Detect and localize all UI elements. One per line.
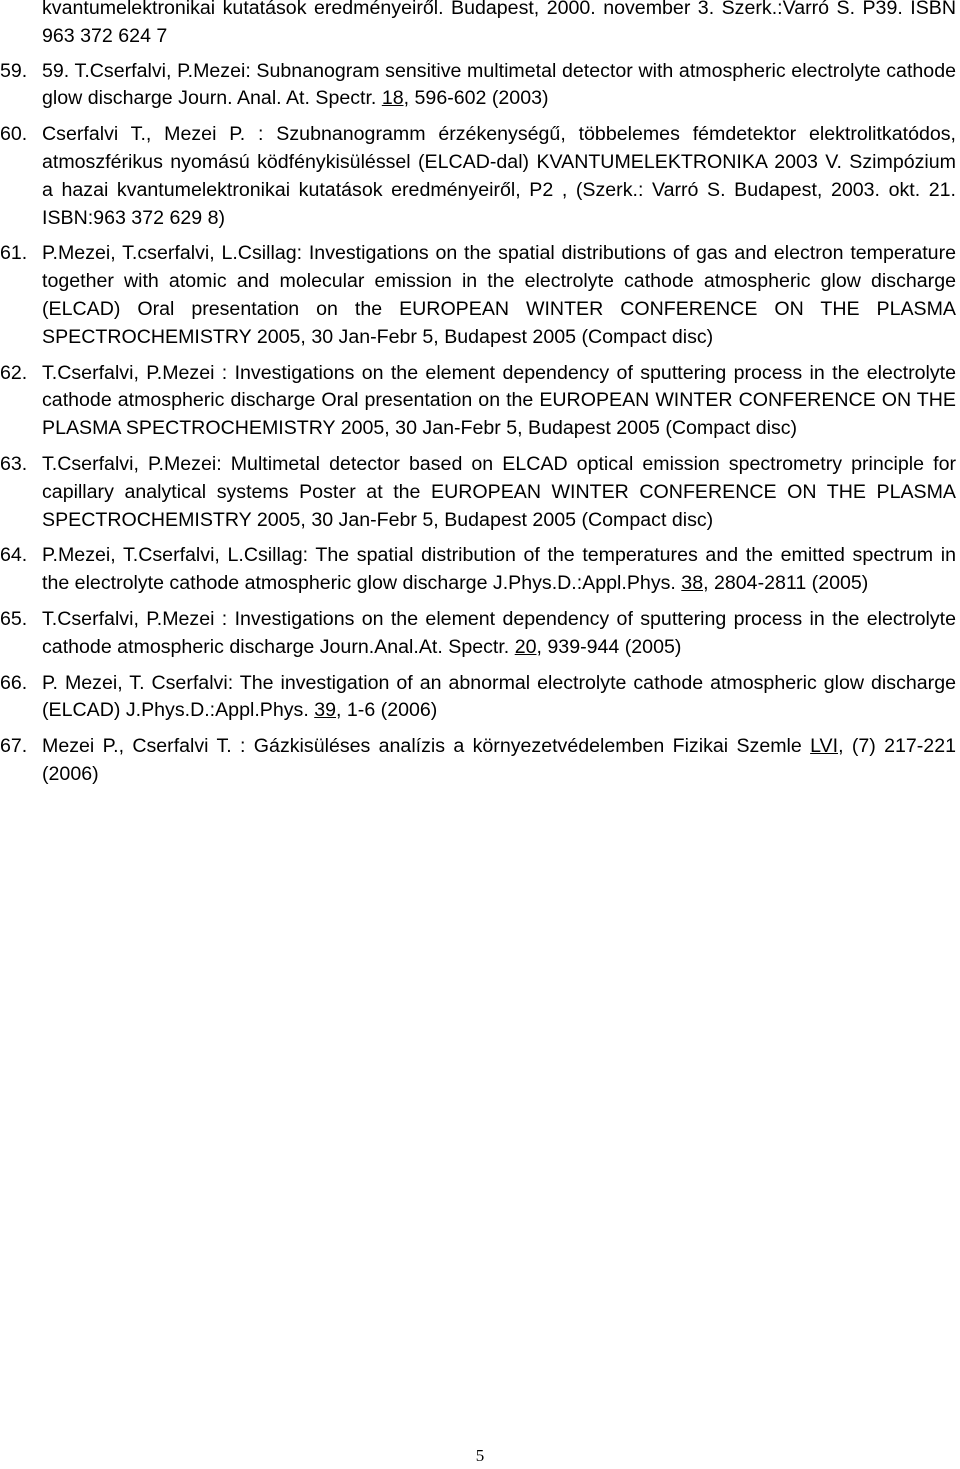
reference-continuation-text: kvantumelektronikai kutatások eredményeiről. Budapest, 2000. november 3. Szerk.:Varró S. P39. ISBN 963 372 624 7	[42, 0, 956, 47]
reference-volume: 38,	[681, 572, 709, 595]
reference-item-66	[0, 670, 956, 726]
reference-number: 64.	[0, 544, 28, 567]
reference-volume: LVI,	[810, 735, 844, 758]
reference-item-60	[0, 121, 956, 232]
reference-number: 60.	[0, 123, 28, 146]
reference-pages: (7) 217-221 (2006)	[42, 735, 956, 785]
reference-text: 59. T.Cserfalvi, P.Mezei: Subnanogram sensitive multimetal detector with atmospheric electrolyte cathode glow discharge Journ. Anal. At. Spectr.	[42, 59, 956, 110]
reference-pages: 939-944 (2005)	[541, 635, 682, 658]
reference-item-61	[0, 240, 956, 351]
reference-number: 61.	[0, 242, 28, 265]
reference-volume: 39,	[314, 699, 342, 722]
reference-text: Mezei P., Cserfalvi T. : Gázkisüléses analízis a környezetvédelemben Fizikai Szemle	[42, 735, 811, 758]
reference-pages: 1-6 (2006)	[341, 699, 438, 722]
reference-number: 65.	[0, 607, 28, 630]
reference-number: 63.	[0, 452, 28, 475]
reference-text: T.Cserfalvi, P.Mezei : Investigations on the element dependency of sputtering process in the electrolyte cathode atmospheric discharge Oral presentation on the EUROPEAN WINTER CONFERENCE ON THE PLASMA SPECTROCHEMISTRY 2005, 30 Jan-Febr 5, Budapest 2005 (Compact disc)	[42, 361, 956, 440]
reference-item-62	[0, 360, 956, 443]
reference-volume: 20,	[514, 635, 542, 658]
reference-number: 59.	[0, 59, 28, 82]
reference-text: Cserfalvi T., Mezei P. : Szubnanogramm érzékenységű, többelemes fémdetektor elektrolitkatódos, atmoszférikus nyomású ködfénykisüléssel (ELCAD-dal) KVANTUMELEKTRONIKA 2003 V. Szimpózium a hazai kvantumelektronikai kutatások eredményeiről, P2 , (Szerk.: Varró S. Budapest, 2003. okt. 21. ISBN:963 372 629 8)	[42, 123, 956, 229]
reference-text: P. Mezei, T. Cserfalvi: The investigation of an abnormal electrolyte cathode atmospheric glow discharge (ELCAD) J.Phys.D.:Appl.Phys.	[42, 671, 956, 722]
reference-text: P.Mezei, T.Cserfalvi, L.Csillag: The spatial distribution of the temperatures and the emitted spectrum in the electrolyte cathode atmospheric glow discharge J.Phys.D.:Appl.Phys.	[42, 544, 956, 595]
reference-continuation	[42, 0, 956, 51]
reference-number: 66.	[0, 671, 28, 694]
reference-volume: 18,	[381, 87, 410, 110]
reference-item-59	[0, 58, 956, 114]
reference-item-64	[0, 542, 956, 598]
reference-number: 67.	[0, 735, 28, 758]
reference-pages: 2804-2811 (2005)	[708, 572, 869, 595]
reference-item-67	[0, 733, 956, 789]
reference-text: T.Cserfalvi, P.Mezei : Investigations on the element dependency of sputtering process in the electrolyte cathode atmospheric discharge Journ.Anal.At. Spectr.	[42, 607, 956, 658]
reference-number: 62.	[0, 361, 28, 384]
reference-item-63	[0, 451, 956, 534]
page-number: 5	[475, 1446, 485, 1465]
reference-text: T.Cserfalvi, P.Mezei: Multimetal detector based on ELCAD optical emission spectrometry principle for capillary analytical systems Poster at the EUROPEAN WINTER CONFERENCE ON THE PLASMA SPECTROCHEMISTRY 2005, 30 Jan-Febr 5, Budapest 2005 (Compact disc)	[42, 452, 956, 531]
reference-text: P.Mezei, T.cserfalvi, L.Csillag: Investigations on the spatial distributions of gas and electron temperature together with atomic and molecular emission in the electrolyte cathode atmospheric glow discharge (ELCAD) Oral presentation on the EUROPEAN WINTER CONFERENCE ON THE PLASMA SPECTROCHEMISTRY 2005, 30 Jan-Febr 5, Budapest 2005 (Compact disc)	[42, 242, 956, 348]
reference-item-65	[0, 606, 956, 662]
reference-pages: 596-602 (2003)	[409, 87, 549, 110]
